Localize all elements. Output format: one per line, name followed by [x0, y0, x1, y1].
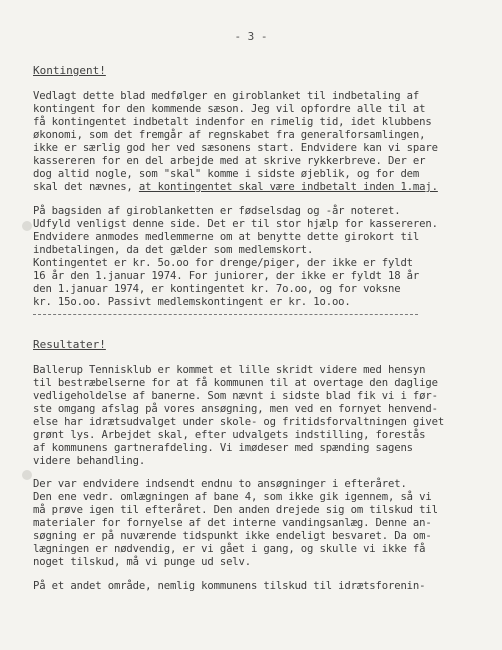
text-line: økonomi, som det fremgår af regnskabet fra generalforsamlingen,: [33, 129, 426, 141]
text-line: videre behandling.: [33, 455, 146, 467]
section-divider: [33, 314, 418, 315]
text-line: dog altid nogle, som "skal" komme i sidste øjeblik, og for dem: [33, 168, 420, 180]
page-number: - 3 -: [234, 30, 268, 43]
text-line: 16 år den 1.januar 1974. For juniorer, der ikke er fyldt 18 år: [33, 270, 420, 282]
text-line: materialer for fornyelse af det interne vandingsanlæg. Denne an-: [33, 517, 432, 529]
text-line: På bagsiden af giroblanketten er fødselsdag og -år noteret.: [33, 205, 401, 217]
text-line: lægningen er nødvendig, er vi gået i gang, og skulle vi ikke få: [33, 543, 426, 555]
text-line: Der var endvidere indsendt endnu to ansøgninger i efteråret.: [33, 478, 407, 490]
text-line: Kontingentet er kr. 5o.oo for drenge/piger, der ikke er fyldt: [33, 257, 413, 269]
text-line: Ballerup Tennisklub er kommet et lille skridt videre med hensyn: [33, 364, 426, 376]
punch-hole-bottom: [22, 470, 32, 480]
text-line: ikke er særlig god her ved sæsonens start. Endvidere kan vi spare: [33, 142, 438, 154]
text-line: den 1.januar 1974, er kontingentet kr. 7o.oo, og for voksne: [33, 283, 401, 295]
text-line: grønt lys. Arbejdet skal, efter udvalgets indstilling, forestås: [33, 429, 426, 441]
text-line: noget tilskud, må vi punge ud selv.: [33, 556, 251, 568]
text-line: vedligeholdelse af banerne. Som nævnt i sidste blad fik vi i før-: [33, 390, 438, 402]
text-line: kr. 15o.oo. Passivt medlemskontingent er kr. 1o.oo.: [33, 296, 351, 308]
deadline-prefix: skal det nævnes,: [33, 181, 139, 193]
text-line: søgning er på nuværende tidspunkt ikke endeligt besvaret. Da om-: [33, 530, 432, 542]
section-heading-kontingent: Kontingent!: [33, 64, 106, 77]
text-line: til bestræbelserne for at få kommunen til at overtage den daglige: [33, 377, 438, 389]
text-line-deadline: [33, 181, 438, 193]
text-line: af kommunens gartnerafdeling. Vi imødeser med spænding sagens: [33, 442, 413, 454]
text-line: indbetalingen, da det gælder som medlemskort.: [33, 244, 314, 256]
text-line: På et andet område, nemlig kommunens tilskud til idrætsforenin-: [33, 580, 426, 592]
text-line: ste omgang afslag på vores ansøgning, men ved en fornyet henvend-: [33, 403, 438, 415]
text-line: Vedlagt dette blad medfølger en giroblanket til indbetaling af: [33, 90, 420, 102]
text-line: få kontingentet indbetalt indenfor en rimelig tid, idet klubbens: [33, 116, 432, 128]
text-line: kontingent for den kommende sæson. Jeg vil opfordre alle til at: [33, 103, 426, 115]
text-line: Udfyld venligst denne side. Det er til stor hjælp for kassereren.: [33, 218, 438, 230]
section-heading-resultater: Resultater!: [33, 338, 106, 351]
text-line: Endvidere anmodes medlemmerne om at benytte dette girokort til: [33, 231, 420, 243]
punch-hole-top: [22, 221, 32, 231]
deadline-underlined: at kontingentet skal være indbetalt inden 1.maj.: [138, 181, 438, 193]
text-line: kassereren for en del arbejde med at skrive rykkerbreve. Der er: [33, 155, 426, 167]
text-line: else har idrætsudvalget under skole- og fritidsforvaltningen givet: [33, 416, 445, 428]
text-line: må prøve igen til efteråret. Den anden drejede sig om tilskud til: [33, 504, 438, 516]
text-line: Den ene vedr. omlægningen af bane 4, som ikke gik igennem, så vi: [33, 491, 432, 503]
